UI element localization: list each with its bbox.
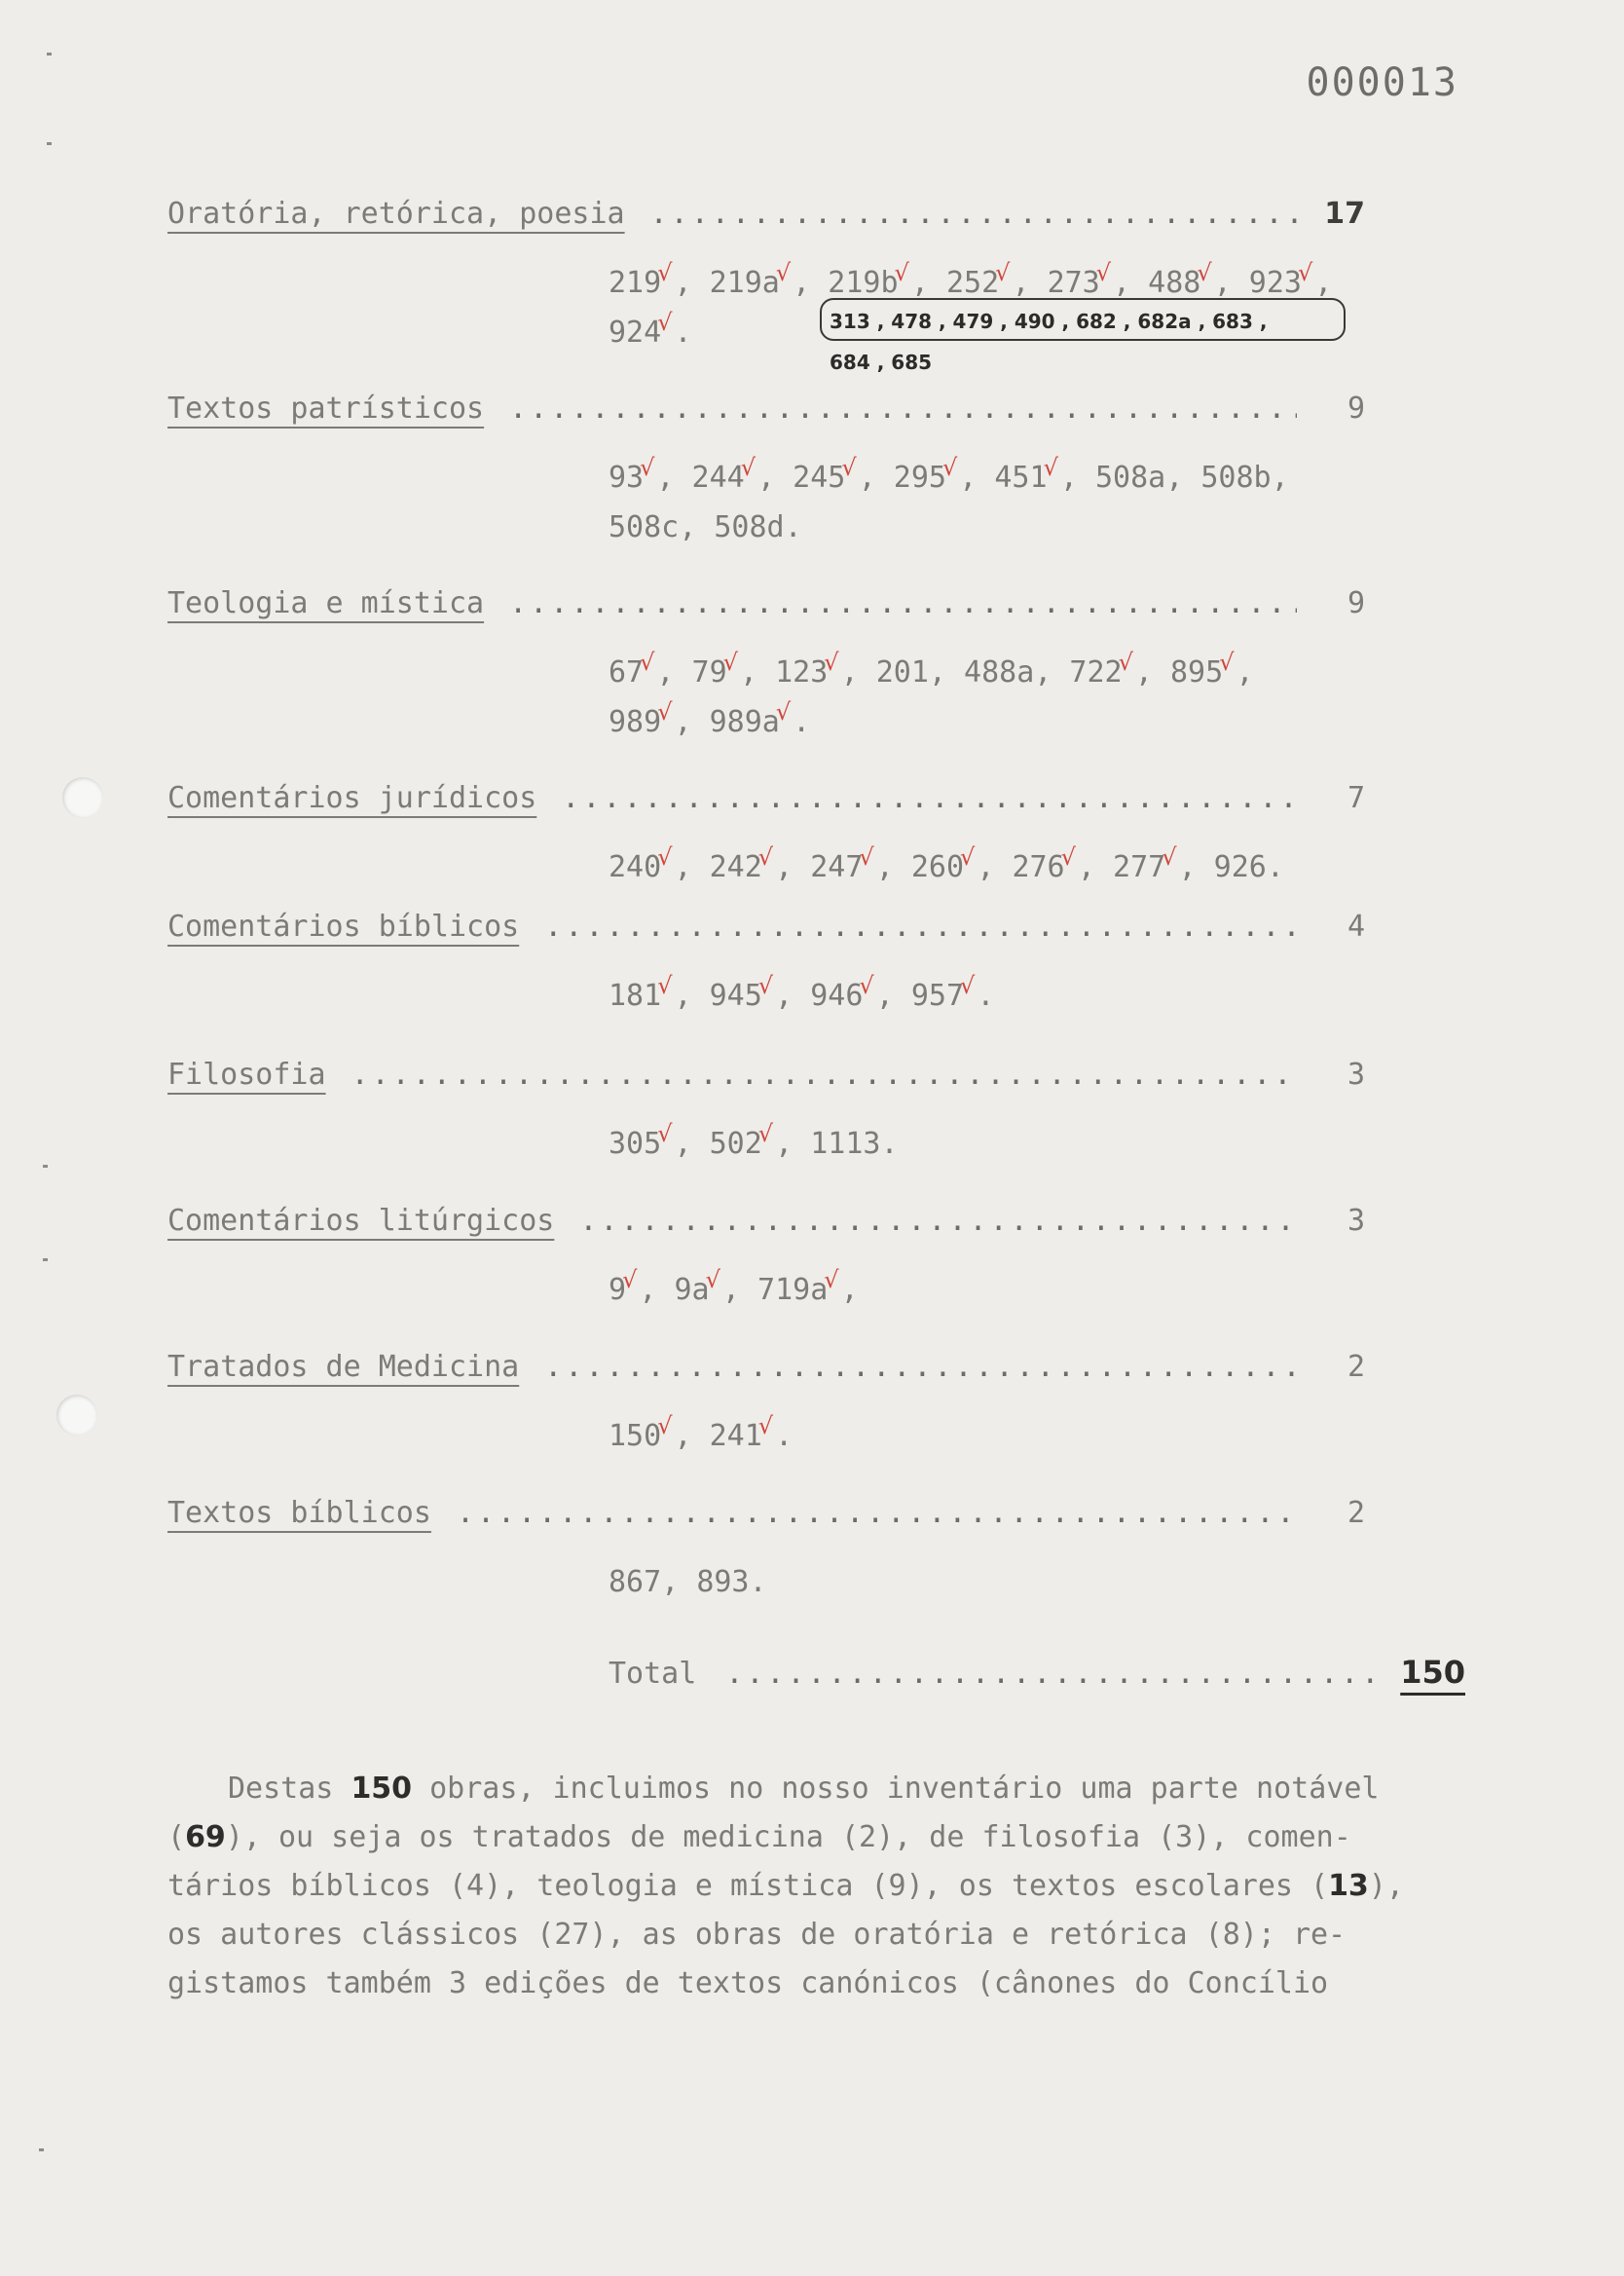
- dot-leader: [351, 1058, 1297, 1092]
- text-run: ),: [1368, 1869, 1404, 1903]
- item-line: [609, 698, 1329, 748]
- category-name: Comentários litúrgicos: [167, 1204, 555, 1238]
- catalog-number: 946: [810, 979, 864, 1013]
- check-mark-icon: √: [622, 1266, 638, 1293]
- text-run: ), ou seja os tratados de medicina (2), de filosofia (3), comen-: [225, 1820, 1351, 1854]
- dot-leader: [562, 781, 1297, 815]
- separator: ,: [858, 461, 894, 495]
- check-mark-icon: √: [657, 309, 673, 336]
- catalog-number: 957: [910, 979, 965, 1013]
- total-value: 150: [1400, 1654, 1465, 1691]
- catalog-number: 123: [775, 655, 829, 690]
- catalog-number: 508a: [1094, 461, 1166, 495]
- catalog-number: 923: [1248, 266, 1302, 300]
- separator: .: [749, 1565, 767, 1599]
- punch-hole-icon: [56, 1395, 97, 1436]
- separator: ,: [1178, 850, 1214, 884]
- catalog-number: 488: [1148, 266, 1201, 300]
- item-list-juridicos: [609, 843, 1329, 893]
- item-line: [609, 843, 1329, 893]
- check-mark-icon: √: [859, 972, 874, 999]
- catalog-number: 242: [709, 850, 762, 884]
- text-run: obras, incluimos no nosso inventário uma parte notável: [412, 1772, 1380, 1806]
- catalog-number: 273: [1047, 266, 1100, 300]
- check-mark-icon: √: [859, 843, 874, 871]
- category-row-patristicos: [167, 392, 1365, 434]
- catalog-number: 79: [691, 655, 727, 690]
- separator: .: [880, 1127, 899, 1161]
- item-line: [609, 1558, 1329, 1607]
- separator: .: [775, 1419, 794, 1453]
- punch-hole-icon: [62, 777, 103, 818]
- separator: ,: [674, 266, 710, 300]
- category-count: 2: [1347, 1350, 1365, 1384]
- separator: ,: [739, 655, 776, 690]
- separator: ,: [1059, 461, 1095, 495]
- handwritten-additions-line2: 684 , 685: [830, 351, 933, 374]
- category-row-biblicos: [167, 910, 1365, 952]
- check-mark-icon: √: [757, 1412, 774, 1439]
- item-list-filosofia: [609, 1120, 1329, 1170]
- check-mark-icon: √: [1043, 454, 1058, 481]
- separator: ,: [1213, 266, 1249, 300]
- item-list-patristicos: [609, 454, 1329, 552]
- separator: .: [674, 316, 692, 350]
- category-name: Comentários bíblicos: [167, 910, 520, 944]
- category-row-filosofia: [167, 1058, 1365, 1101]
- handwritten-number: 150: [351, 1772, 413, 1806]
- total-row: [609, 1654, 1465, 1697]
- category-name: Textos patrísticos: [167, 392, 485, 426]
- category-row-juridicos: [167, 781, 1365, 824]
- separator: ,: [656, 655, 692, 690]
- dot-leader: [579, 1204, 1297, 1238]
- category-name: Teologia e mística: [167, 586, 485, 620]
- separator: ,: [840, 655, 876, 690]
- separator: ,: [674, 979, 710, 1013]
- total-label: Total: [609, 1657, 697, 1691]
- catalog-number: 219b: [828, 266, 899, 300]
- paragraph-line: os autores clássicos (27), as obras de oratória e retórica (8); re-: [167, 1918, 1347, 1952]
- catalog-number: 305: [609, 1127, 662, 1161]
- separator: ,: [1271, 461, 1289, 495]
- check-mark-icon: √: [1219, 649, 1235, 676]
- check-mark-icon: √: [722, 649, 738, 676]
- separator: .: [784, 510, 802, 544]
- catalog-number: 867: [609, 1565, 662, 1599]
- category-count: 9: [1347, 392, 1365, 426]
- catalog-number: 508d: [714, 510, 785, 544]
- separator: ,: [1236, 655, 1254, 690]
- catalog-number: 719a: [757, 1273, 829, 1307]
- catalog-number: 508b: [1200, 461, 1272, 495]
- text-run: (: [167, 1820, 186, 1854]
- catalog-number: 945: [709, 979, 762, 1013]
- separator: ,: [721, 1273, 758, 1307]
- item-line: [609, 1120, 1329, 1170]
- category-row-liturgicos: [167, 1204, 1365, 1247]
- catalog-number: 244: [691, 461, 745, 495]
- check-mark-icon: √: [1297, 259, 1313, 286]
- paragraph-line: [167, 1765, 1531, 1813]
- category-name: Comentários jurídicos: [167, 781, 537, 815]
- separator: ,: [1134, 655, 1170, 690]
- category-name: Textos bíblicos: [167, 1496, 431, 1530]
- paragraph-line: [167, 1862, 1531, 1911]
- dot-leader: [544, 1350, 1297, 1384]
- dot-leader: [509, 586, 1297, 620]
- check-mark-icon: √: [941, 454, 958, 481]
- separator: ,: [674, 850, 710, 884]
- separator: .: [977, 979, 995, 1013]
- item-line: [609, 454, 1329, 504]
- check-mark-icon: √: [1060, 843, 1076, 871]
- separator: ,: [1165, 461, 1201, 495]
- check-mark-icon: √: [824, 649, 839, 676]
- category-count: 9: [1347, 586, 1365, 620]
- item-list-biblicos: [609, 972, 1329, 1022]
- margin-mark: [39, 2148, 44, 2151]
- check-mark-icon: √: [757, 972, 774, 999]
- check-mark-icon: √: [1118, 649, 1133, 676]
- text-run: tários bíblicos (4), teologia e mística (9), os textos escolares (: [167, 1869, 1329, 1903]
- item-list-liturgicos: [609, 1266, 1329, 1316]
- separator: ,: [775, 850, 811, 884]
- category-name: Filosofia: [167, 1058, 326, 1092]
- catalog-number: 245: [793, 461, 846, 495]
- separator: ,: [928, 655, 965, 690]
- separator: ,: [679, 510, 715, 544]
- catalog-number: 488a: [964, 655, 1035, 690]
- page-stamp-number: 000013: [1306, 60, 1458, 105]
- separator: ,: [674, 705, 710, 739]
- separator: ,: [1012, 266, 1048, 300]
- category-row-medicina: [167, 1350, 1365, 1393]
- catalog-number: 219a: [709, 266, 780, 300]
- check-mark-icon: √: [824, 1266, 839, 1293]
- separator: ,: [639, 1273, 675, 1307]
- catalog-number: 893: [696, 1565, 750, 1599]
- category-count: 4: [1347, 910, 1365, 944]
- catalog-number: 276: [1012, 850, 1065, 884]
- catalog-number: 67: [609, 655, 645, 690]
- separator: ,: [875, 979, 911, 1013]
- check-mark-icon: √: [960, 972, 976, 999]
- separator: ,: [840, 1273, 859, 1307]
- catalog-number: 150: [609, 1419, 662, 1453]
- catalog-number: 93: [609, 461, 645, 495]
- catalog-number: 895: [1170, 655, 1224, 690]
- category-row-oratoria: [167, 197, 1365, 240]
- separator: .: [793, 705, 811, 739]
- paragraph-line: [167, 1813, 1531, 1862]
- separator: ,: [959, 461, 995, 495]
- handwritten-additions-line1: 313 , 478 , 479 , 490 , 682 , 682a , 683 ,: [830, 310, 1268, 333]
- separator: ,: [910, 266, 946, 300]
- check-mark-icon: √: [1162, 843, 1177, 871]
- separator: ,: [977, 850, 1013, 884]
- catalog-number: 295: [893, 461, 946, 495]
- item-list-medicina: [609, 1412, 1329, 1462]
- catalog-number: 181: [609, 979, 662, 1013]
- item-list-teologia: [609, 649, 1329, 748]
- catalog-number: 241: [709, 1419, 762, 1453]
- check-mark-icon: √: [775, 698, 792, 726]
- catalog-number: 508c: [609, 510, 680, 544]
- separator: ,: [875, 850, 911, 884]
- category-count: 7: [1347, 781, 1365, 815]
- catalog-number: 502: [709, 1127, 762, 1161]
- item-line: [609, 1266, 1329, 1316]
- catalog-number: 722: [1069, 655, 1123, 690]
- catalog-number: 9: [609, 1273, 627, 1307]
- text-run: Destas: [228, 1772, 351, 1806]
- category-row-teologia: [167, 586, 1365, 629]
- dot-leader: [544, 910, 1297, 944]
- separator: .: [1266, 850, 1284, 884]
- check-mark-icon: √: [1095, 259, 1112, 286]
- separator: ,: [674, 1127, 710, 1161]
- category-name: Oratória, retórica, poesia: [167, 197, 625, 231]
- check-mark-icon: √: [657, 698, 673, 726]
- item-line: [609, 1412, 1329, 1462]
- margin-mark: [43, 1258, 48, 1261]
- check-mark-icon: √: [657, 972, 673, 999]
- separator: ,: [1314, 266, 1333, 300]
- check-mark-icon: √: [841, 454, 857, 481]
- check-mark-icon: √: [640, 454, 655, 481]
- category-row-textos-biblicos: [167, 1496, 1365, 1539]
- summary-paragraph: [167, 1765, 1531, 2008]
- check-mark-icon: √: [757, 843, 774, 871]
- check-mark-icon: √: [740, 454, 757, 481]
- category-count: 3: [1347, 1204, 1365, 1238]
- item-line: [609, 504, 1329, 552]
- separator: ,: [757, 461, 794, 495]
- separator: ,: [661, 1565, 697, 1599]
- check-mark-icon: √: [757, 1120, 774, 1147]
- dot-leader: [509, 392, 1297, 426]
- catalog-number: 924: [609, 316, 662, 350]
- catalog-number: 9a: [674, 1273, 710, 1307]
- catalog-number: 926: [1213, 850, 1267, 884]
- catalog-number: 1113: [810, 1127, 881, 1161]
- category-count: 3: [1347, 1058, 1365, 1092]
- separator: ,: [775, 979, 811, 1013]
- margin-mark: [43, 1165, 48, 1168]
- separator: ,: [1034, 655, 1070, 690]
- catalog-number: 451: [994, 461, 1048, 495]
- category-count: 17: [1324, 197, 1365, 231]
- catalog-number: 277: [1113, 850, 1166, 884]
- dot-leader: [650, 197, 1297, 231]
- separator: ,: [793, 266, 829, 300]
- paragraph-line: gistamos também 3 edições de textos canónicos (cânones do Concílio: [167, 1966, 1329, 2000]
- check-mark-icon: √: [657, 843, 673, 871]
- separator: ,: [1077, 850, 1114, 884]
- dot-leader: [457, 1496, 1297, 1530]
- category-name: Tratados de Medicina: [167, 1350, 520, 1384]
- check-mark-icon: √: [657, 1412, 673, 1439]
- check-mark-icon: √: [705, 1266, 720, 1293]
- catalog-number: 989: [609, 705, 662, 739]
- item-line: [609, 649, 1329, 698]
- separator: ,: [656, 461, 692, 495]
- check-mark-icon: √: [1197, 259, 1212, 286]
- separator: ,: [775, 1127, 811, 1161]
- category-count: 2: [1347, 1496, 1365, 1530]
- item-line: [609, 972, 1329, 1022]
- catalog-number: 989a: [709, 705, 780, 739]
- check-mark-icon: √: [640, 649, 655, 676]
- catalog-number: 240: [609, 850, 662, 884]
- handwritten-number: 69: [185, 1820, 226, 1854]
- dot-leader: [725, 1657, 1387, 1691]
- check-mark-icon: √: [657, 1120, 673, 1147]
- check-mark-icon: √: [775, 259, 792, 286]
- margin-mark: [47, 53, 52, 56]
- check-mark-icon: √: [995, 259, 1011, 286]
- catalog-number: 201: [875, 655, 929, 690]
- check-mark-icon: √: [657, 259, 673, 286]
- check-mark-icon: √: [894, 259, 909, 286]
- handwritten-number: 13: [1328, 1869, 1369, 1903]
- item-list-textos-biblicos: [609, 1558, 1329, 1607]
- separator: ,: [674, 1419, 710, 1453]
- catalog-number: 252: [945, 266, 1000, 300]
- catalog-number: 260: [910, 850, 965, 884]
- catalog-number: 219: [609, 266, 662, 300]
- catalog-number: 247: [810, 850, 864, 884]
- margin-mark: [47, 142, 52, 145]
- check-mark-icon: √: [960, 843, 976, 871]
- separator: ,: [1113, 266, 1149, 300]
